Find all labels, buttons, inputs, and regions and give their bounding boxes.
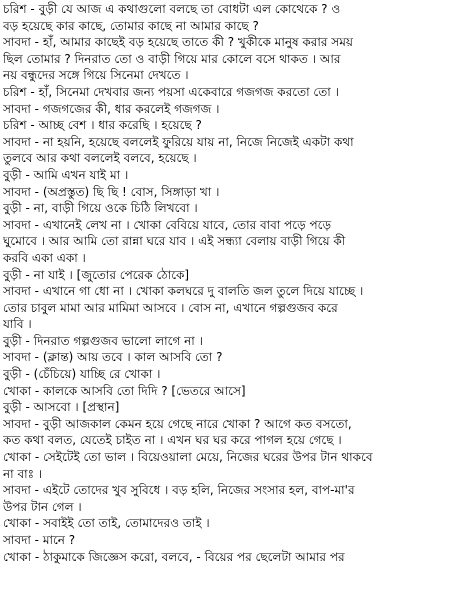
text-line: সাবদা - মানে ?	[3, 533, 76, 547]
text-line: নয় বন্ধুদের সঙ্গে গিয়ে সিনেমা দেখতে ।	[3, 68, 189, 83]
text-line: বুড়ী - আসবো । [প্রস্থান]	[3, 400, 120, 415]
text-line: বড় হয়েছে কার কাছে, তোমার কাছে না আমার কাছে ?	[3, 18, 259, 33]
text-line: না বাঃ ।	[3, 466, 43, 481]
text-line: সাবদা - এখানে গা ধো না । খোকা কলঘরে দু বালতি জল তুলে দিয়ে যাচ্ছে ।	[3, 284, 364, 299]
text-line: সাবদা - না হয়নি, হয়েছে বললেই ফুরিয়ে যায় না, নিজে নিজেই একটা কথা	[3, 134, 354, 149]
text-line: চরিশ - হাঁ, সিনেমা দেখবার জন্য পয়সা একেবারে গজগজ করতো তো ।	[3, 84, 339, 99]
text-line: খোকা - ঠাকুমাকে জিজ্ঞেস করো, বলবে, - বিয়ের পর ছেলেটা আমার পর	[3, 549, 345, 564]
text-line: বুড়ী - দিনরাত গল্পগুজব ভালো লাগে না ।	[3, 333, 203, 348]
text-line: চরিশ - বুড়ী যে আজ এ কথাগুলো বলছে তা বোধটা এল কোথেকে ? ও	[3, 2, 341, 16]
text-line: সাবদা - হাঁ, আমার কাছেই বড় হয়েছে তাতে কী ? খুকীকে মানুষ করার সময়	[3, 35, 353, 50]
text-line: করবি একা একা ।	[3, 250, 86, 265]
text-line: তুলবে আর কথা বললেই বলবে, হয়েছে ।	[3, 151, 197, 166]
text-line: চরিশ - আচ্ছ বেশ । ধার করেছি । হয়েছে ?	[3, 118, 202, 133]
text-line: সাবদা - গজগজের কী, ধার করলেই গজগজ ।	[3, 101, 220, 116]
text-line	[3, 565, 453, 582]
text-line: ঘুমোবে । আর আমি তো রান্না ঘরে যাব । এই সন্ধ্যা বেলায় বাড়ী গিয়ে কী	[3, 234, 346, 249]
text-line: ছিল তোমার ? দিনরাত তো ও বাড়ী গিয়ে মার কোলে বসে থাকত । আর	[3, 51, 341, 66]
text-line: খোকা - কালকে আসবি তো দিদি ? [ভেতরে আসে]	[3, 383, 246, 398]
text-line: সাবদা - (অপ্রস্তুত) ছি ছি ! বোস, সিঙ্গাড়া খা ।	[3, 184, 220, 199]
text-line: সাবদা - এইটে তোদের খুব সুবিধে । বড় হলি, নিজের সংসার হল, বাপ-মা'র	[3, 483, 355, 498]
text-line: উপর টান গেল ।	[3, 499, 82, 514]
text-line: বুড়ী - না যাই । [জুতোর পেরেক ঠোকে]	[3, 267, 190, 282]
text-line: সাবদা - বুড়ী আজকাল কেমন হয়ে গেছে নারে খোকা ? আগে কত বসতো,	[3, 416, 352, 431]
text-line: যাবি ।	[3, 317, 32, 332]
text-line: বুড়ী - না, বাড়ী গিয়ে ওকে চিঠি লিখবো ।	[3, 201, 198, 216]
text-line: সাবদা - এখানেই লেখ না । খোকা বেবিয়ে যাবে, তোর বাবা পড়ে পড়ে	[3, 217, 332, 232]
text-line: খোকা - সেইটেই তো ভাল । বিয়েওয়ালা মেয়ে, নিজের ঘরের উপর টান থাকবে	[3, 450, 373, 465]
text-line: সাবদা - (ক্লান্ত) আয় তবে । কাল আসবি তো ?	[3, 350, 223, 365]
text-line: খোকা - সবাইই তো তাই, তোমাদেরও তাই ।	[3, 516, 210, 531]
text-line: তোর চাবুল মামা আর মামিমা আসবে । বোস না, এখানে গল্পগুজব করে	[3, 300, 338, 315]
text-line: বুড়ী - (চেঁচিয়ে) যাচ্ছি রে খোকা ।	[3, 367, 161, 382]
text-line: বুড়ী - আমি এখন যাই মা ।	[3, 167, 129, 182]
text-line: কত কথা বলত, যেতেই চাইত না । এখন ঘর ঘর করে পাগল হয়ে গেছে ।	[3, 433, 342, 448]
